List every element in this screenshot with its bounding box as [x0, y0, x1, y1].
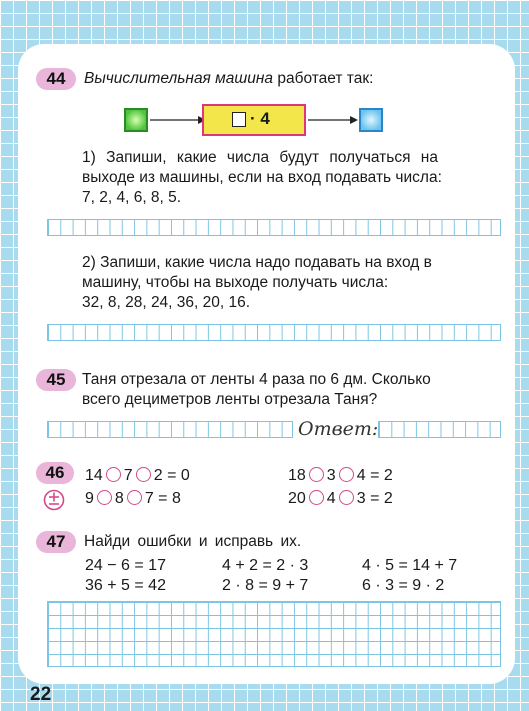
eq-3-b: 3 — [326, 467, 336, 484]
task-44-title-rest: работает так: — [277, 70, 374, 87]
task-47-c1-1: 24 − 6 = 17 — [85, 557, 166, 574]
task-44-part2-line1: 2) Запиши, какие числа надо подавать на вход в — [82, 254, 432, 271]
eq-3-result: = 2 — [370, 467, 393, 484]
task-47-badge: 47 — [36, 531, 76, 553]
eq-4-c: 3 — [356, 490, 366, 507]
machine-input-square — [124, 108, 148, 132]
eq-1-c: 2 — [153, 467, 163, 484]
task-45-line2: всего дециметров ленты отрезала Таня? — [82, 391, 378, 408]
operator-circle[interactable] — [136, 467, 151, 482]
task-45-badge: 45 — [36, 369, 76, 391]
task-47-c2-2: 2 · 8 = 9 + 7 — [222, 577, 309, 594]
plus-minus-icon — [43, 489, 65, 511]
eq-1-a: 14 — [85, 467, 103, 484]
operator-circle[interactable] — [339, 490, 354, 505]
machine-input-placeholder — [232, 112, 246, 127]
task-46-eq-1 — [85, 466, 190, 486]
eq-2-a: 9 — [85, 490, 94, 507]
operator-circle[interactable] — [339, 467, 354, 482]
eq-2-c: 7 — [144, 490, 154, 507]
answer-grid-45-left[interactable] — [47, 421, 293, 438]
operator-circle[interactable] — [309, 467, 324, 482]
operator-circle[interactable] — [97, 490, 112, 505]
answer-grid-44-2[interactable] — [47, 324, 501, 341]
task-47-title: Найди ошибки и исправь их. — [84, 533, 302, 550]
eq-4-result: = 2 — [370, 490, 393, 507]
eq-1-result: = 0 — [167, 467, 190, 484]
eq-2-b: 8 — [114, 490, 124, 507]
page-number: 22 — [30, 684, 52, 705]
task-46-badge: 46 — [36, 462, 74, 484]
answer-grid-44-1[interactable] — [47, 219, 501, 236]
eq-3-a: 18 — [288, 467, 306, 484]
task-47-c1-2: 36 + 5 = 42 — [85, 577, 166, 594]
operator-circle[interactable] — [309, 490, 324, 505]
task-44-part1-line2: выходе из машины, если на вход подавать числа: — [82, 169, 442, 186]
task-47-c2-1: 4 + 2 = 2 · 3 — [222, 557, 309, 574]
task-44-title-italic: Вычислительная машина — [84, 70, 274, 87]
eq-4-b: 4 — [326, 490, 336, 507]
arrow-out-icon — [308, 112, 358, 128]
task-46-eq-2 — [85, 489, 181, 509]
task-47-c3-2: 6 · 3 = 9 · 2 — [362, 577, 445, 594]
task-47-c3-1: 4 · 5 = 14 + 7 — [362, 557, 458, 574]
task-46-eq-4 — [288, 489, 393, 509]
operator-circle[interactable] — [127, 490, 142, 505]
task-44-title — [84, 69, 373, 89]
task-45-answer-label: Ответ: — [298, 418, 379, 440]
answer-grid-47[interactable] — [47, 601, 501, 667]
task-44-part2-line2: машину, чтобы на выходе получать числа: — [82, 274, 389, 291]
task-46-eq-3 — [288, 466, 393, 486]
eq-3-c: 4 — [356, 467, 366, 484]
answer-grid-45-right[interactable] — [378, 421, 501, 438]
machine-output-square — [359, 108, 383, 132]
task-44-part1-line3: 7, 2, 4, 6, 8, 5. — [82, 189, 182, 206]
eq-4-a: 20 — [288, 490, 306, 507]
task-44-badge: 44 — [36, 68, 76, 90]
task-44-part1-line1: 1) Запиши, какие числа будут получаться на — [82, 149, 438, 166]
machine-operation: · 4 — [250, 109, 270, 128]
arrow-in-icon — [150, 112, 206, 128]
operator-circle[interactable] — [106, 467, 121, 482]
task-45-line1: Таня отрезала от ленты 4 раза по 6 дм. Сколько — [82, 371, 431, 388]
eq-1-b: 7 — [123, 467, 133, 484]
eq-2-result: = 8 — [158, 490, 181, 507]
task-44-part2-line3: 32, 8, 28, 24, 36, 20, 16. — [82, 294, 251, 311]
